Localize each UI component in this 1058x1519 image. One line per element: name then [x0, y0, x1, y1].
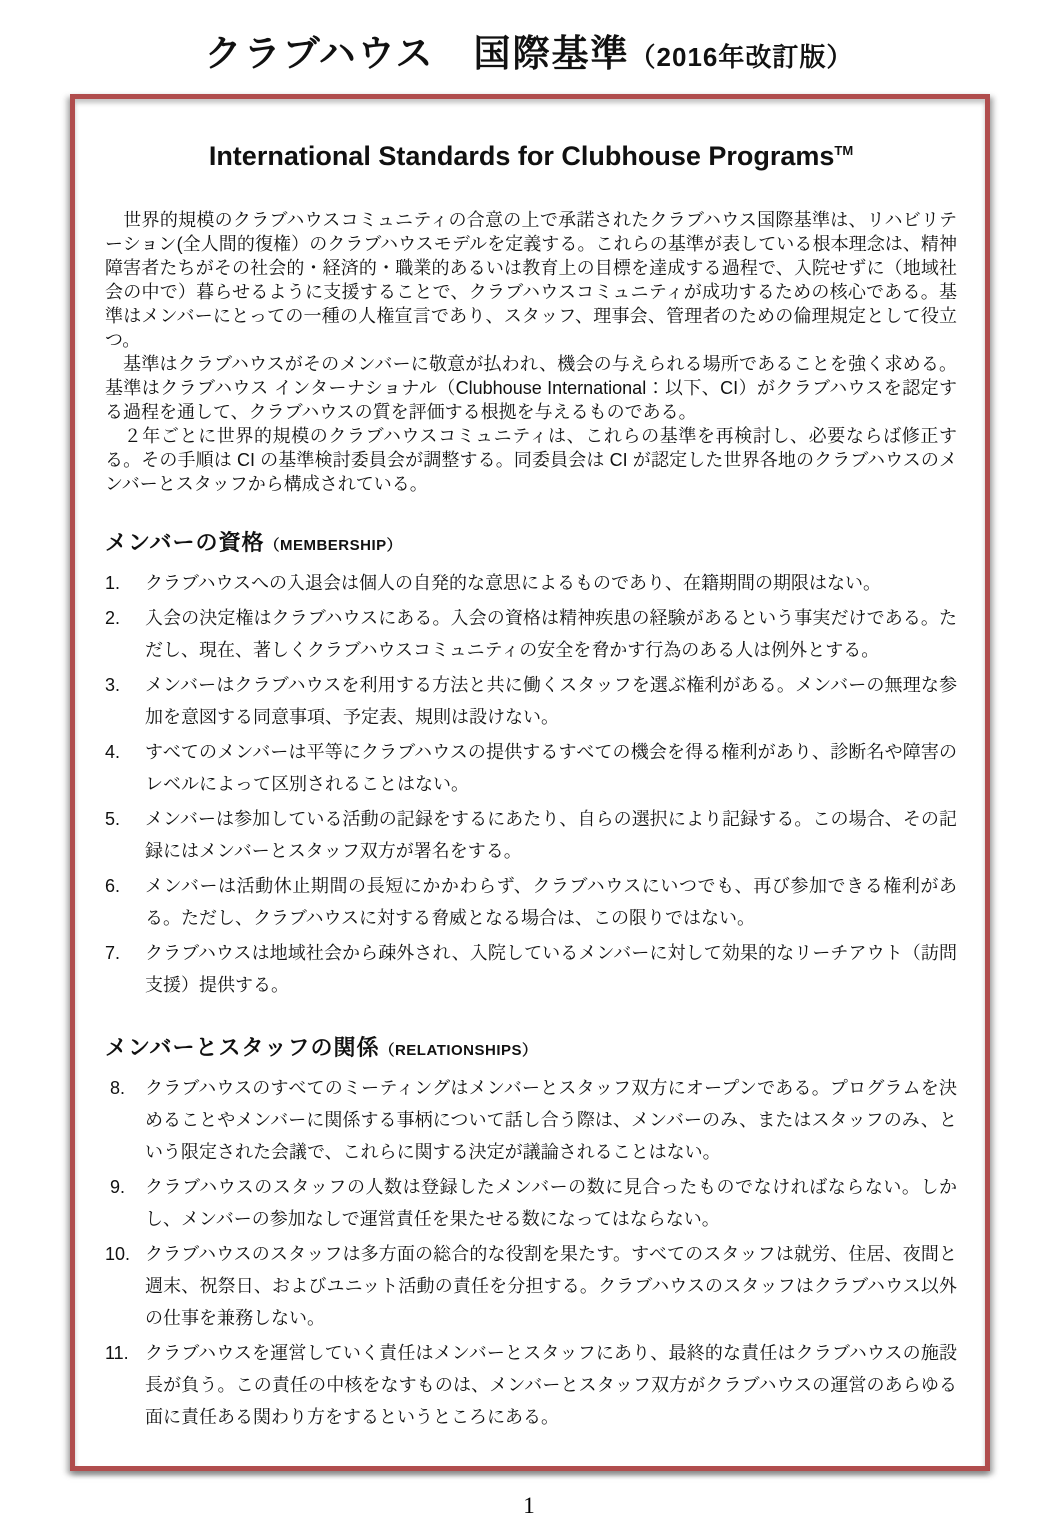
page-number: 1	[523, 1493, 535, 1518]
document-border-box	[70, 94, 990, 1471]
item-text: クラブハウスのスタッフの人数は登録したメンバーの数に見合ったものでなければならない。しかし、メンバーの参加なしで運営責任を果たせる数になってはならない。	[145, 1177, 957, 1229]
list-item	[105, 602, 957, 666]
section-heading-ja: メンバーの資格	[105, 530, 265, 555]
item-text: クラブハウスへの入退会は個人の自発的な意思によるものであり、在籍期間の期限はない。	[145, 573, 882, 593]
item-text: メンバーはクラブハウスを利用する方法と共に働くスタッフを選ぶ権利がある。メンバーの無理な参加を意図する同意事項、予定表、規則は設けない。	[145, 675, 957, 727]
item-text: メンバーは参加している活動の記録をするにあたり、自らの選択により記録する。この場合、その記録にはメンバーとスタッフ双方が署名をする。	[145, 809, 957, 861]
english-title	[105, 141, 957, 172]
intro-paragraph-3: ２年ごとに世界的規模のクラブハウスコミュニティは、これらの基準を再検討し、必要ならば修正する。その手順は CI の基準検討委員会が調整する。同委員会は CI が認定した世界各地のクラブハウスのメンバーとスタッフから構成されている。	[105, 426, 957, 494]
relationships-list	[105, 1072, 957, 1433]
section-heading-membership	[105, 526, 957, 557]
section-heading-en: （MEMBERSHIP）	[264, 537, 403, 554]
list-item	[105, 669, 957, 733]
section-heading-en: （RELATIONSHIPS）	[379, 1042, 538, 1059]
intro-paragraph-1: 世界的規模のクラブハウスコミュニティの合意の上で承諾されたクラブハウス国際基準は、リハビリテーション(全人間的復権）のクラブハウスモデルを定義する。これらの基準が表している根本理念は、精神障害者たちがその社会的・経済的・職業的あるいは教育上の目標を達成する過程で、入院せずに（地域社会の中で）暮らせるように支援することで、クラブハウスコミュニティが成功するための核心である。基準はメンバーにとっての一種の人権宣言であり、スタッフ、理事会、管理者のための倫理規定として役立つ。	[105, 210, 957, 350]
list-item	[105, 803, 957, 867]
section-heading-ja: メンバーとスタッフの関係	[105, 1035, 380, 1060]
list-item	[105, 1337, 957, 1433]
item-number: 10.	[105, 1244, 131, 1264]
item-number: 1.	[105, 573, 121, 593]
item-text: クラブハウスを運営していく責任はメンバーとスタッフにあり、最終的な責任はクラブハウスの施設長が負う。この責任の中核をなすものは、メンバーとスタッフ双方がクラブハウスの運営のあらゆる面に責任ある関わり方をするというところにある。	[145, 1343, 957, 1427]
item-text: クラブハウスは地域社会から疎外され、入院しているメンバーに対して効果的なリーチアウト（訪問支援）提供する。	[145, 943, 957, 995]
list-item	[105, 937, 957, 1001]
page-title-suffix: （2016年改訂版）	[629, 42, 854, 72]
item-text: メンバーは活動休止期間の長短にかかわらず、クラブハウスにいつでも、再び参加できる権利がある。ただし、クラブハウスに対する脅威となる場合は、この限りではない。	[145, 876, 957, 928]
intro-paragraphs	[105, 208, 957, 496]
item-number: 8.	[105, 1078, 126, 1098]
item-number: 4.	[105, 742, 121, 762]
list-item	[105, 870, 957, 934]
list-item	[105, 1072, 957, 1168]
item-number: 9.	[105, 1177, 126, 1197]
item-text: クラブハウスのスタッフは多方面の総合的な役割を果たす。すべてのスタッフは就労、住居、夜間と週末、祝祭日、およびユニット活動の責任を分担する。クラブハウスのスタッフはクラブハウス以外の仕事を兼務しない。	[145, 1244, 957, 1328]
item-number: 2.	[105, 608, 121, 628]
list-item	[105, 567, 957, 599]
page-title-main: クラブハウス 国際基準	[204, 33, 630, 74]
item-text: クラブハウスのすべてのミーティングはメンバーとスタッフ双方にオープンである。プログラムを決めることやメンバーに関係する事柄について話し合う際は、メンバーのみ、またはスタッフのみ、という限定された会議で、これらに関する決定が議論されることはない。	[145, 1078, 957, 1162]
list-item	[105, 1238, 957, 1334]
list-item	[105, 1171, 957, 1235]
membership-list	[105, 567, 957, 1001]
trademark-mark: TM	[834, 143, 854, 158]
intro-paragraph-2: 基準はクラブハウスがそのメンバーに敬意が払われ、機会の与えられる場所であることを強く求める。基準はクラブハウス インターナショナル（Clubhouse International：以下、CI）がクラブハウスを認定する過程を通して、クラブハウスの質を評価する根拠を与えるものである。	[105, 354, 957, 422]
item-number: 5.	[105, 809, 121, 829]
list-item	[105, 736, 957, 800]
item-number: 3.	[105, 675, 121, 695]
item-number: 6.	[105, 876, 121, 896]
english-title-text: International Standards for Clubhouse Programs	[208, 141, 835, 171]
item-text: すべてのメンバーは平等にクラブハウスの提供するすべての機会を得る権利があり、診断名や障害のレベルによって区別されることはない。	[145, 742, 957, 794]
item-number: 11.	[105, 1343, 129, 1363]
item-text: 入会の決定権はクラブハウスにある。入会の資格は精神疾患の経験があるという事実だけである。ただし、現在、著しくクラブハウスコミュニティの安全を脅かす行為のある人は例外とする。	[145, 608, 957, 660]
section-heading-relationships	[105, 1031, 957, 1062]
item-number: 7.	[105, 943, 121, 963]
page-title	[0, 0, 1058, 90]
